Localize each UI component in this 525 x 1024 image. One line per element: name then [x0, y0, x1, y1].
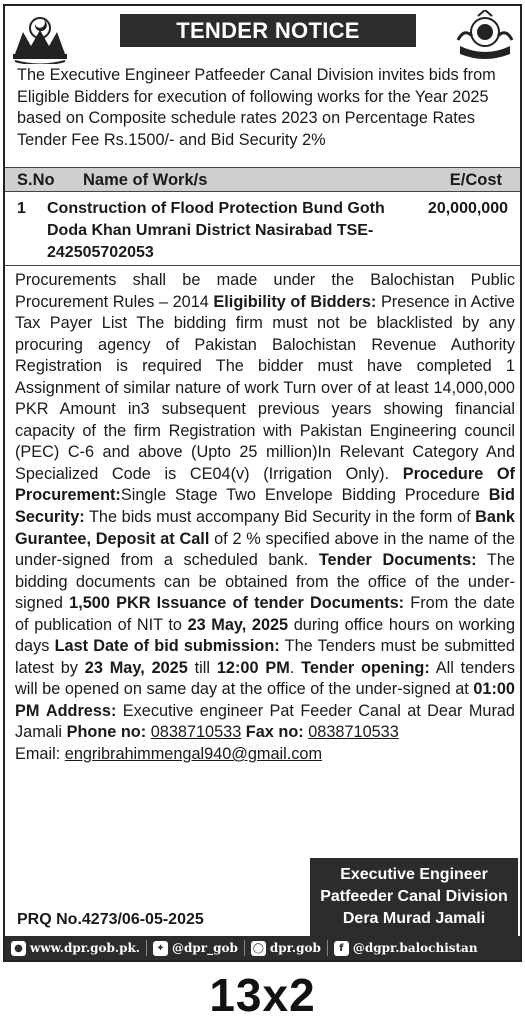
submission-time: 12:00 PM: [216, 658, 290, 677]
last-date-heading: Last Date of bid submission:: [54, 637, 280, 656]
terms-text: The Tenders must be submitted latest by: [15, 637, 515, 677]
globe-icon: ●: [11, 941, 26, 956]
row-work-name: Construction of Flood Protection Bund Goth Doda Khan Umrani District Nasirabad TSE-242505702053: [47, 200, 385, 261]
opening-time: 01:00 PM: [15, 680, 515, 720]
terms-text: The bidding documents can be obtained from the office of the under-signed: [15, 551, 515, 613]
signature-division: Patfeeder Canal Division: [320, 888, 508, 905]
procedure-heading: Procedure Of Procurement:: [15, 464, 515, 505]
bid-security-heading: Bid Security:: [15, 486, 515, 527]
terms-text: of 2 % specified above in the name of the under-signed from a scheduled bank.: [15, 529, 515, 570]
header: [5, 6, 520, 66]
tender-opening-heading: Tender opening:: [301, 658, 430, 677]
signature-location: Dera Murad Jamali: [342, 910, 486, 927]
row-estimated-cost: 20,000,000: [427, 200, 508, 217]
signature-title: Executive Engineer: [340, 866, 488, 883]
facebook-link[interactable]: [334, 941, 478, 956]
email-link[interactable]: engribrahimmengal940@gmail.com: [64, 745, 323, 764]
footer-social-bar: [5, 936, 520, 960]
row-sno: 1: [17, 200, 26, 217]
bank-guarantee-text: Bank Gurantee, Deposit at Call: [15, 508, 515, 548]
table-header: [5, 167, 520, 192]
address-text: Executive engineer Pat Feeder Canal at Dear Murad Jamali: [15, 701, 515, 742]
table-row: [5, 194, 520, 266]
tender-terms: [15, 270, 515, 766]
fax-label: Fax no:: [245, 723, 304, 742]
email-label: Email:: [15, 745, 65, 764]
instagram-handle: dpr.gob: [269, 941, 321, 955]
column-header-sno: S.No: [17, 171, 55, 189]
intro-paragraph: The Executive Engineer Patfeeder Canal Division invites bids from Eligible Bidders for execution of following works for the Year 2025 based on Composite schedule rates 2023 on Percentage Rates Tender Fee Rs.1500/- and Bid Security 2%: [17, 66, 496, 149]
facebook-icon: f: [334, 941, 349, 956]
twitter-icon: ✦: [153, 941, 168, 956]
address-heading: Address:: [45, 701, 117, 720]
eligibility-heading: Eligibility of Bidders:: [213, 292, 377, 311]
column-header-work: Name of Work/s: [83, 171, 208, 189]
terms-text: till: [187, 658, 217, 677]
phone-label: Phone no:: [66, 723, 147, 742]
signature-block: [310, 858, 518, 938]
divider: [146, 940, 147, 956]
terms-text: Single Stage Two Envelope Bidding Procedure: [120, 486, 489, 505]
column-header-cost: E/Cost: [449, 171, 502, 189]
terms-text: .: [289, 658, 302, 677]
phone-number-link[interactable]: 0838710533: [150, 723, 242, 742]
issuance-end-date: 23 May, 2025: [187, 615, 289, 634]
tender-notice-ad: [3, 4, 522, 962]
terms-text: during office hours on working days: [15, 615, 515, 656]
terms-text: Presence in Active Tax Payer List The bidding firm must not be blacklisted by any procuring agency of Pakistan Balochistan Revenue Authority Registration is required The bidder must have completed 1 Assignment of similar nature of work Turn over of at least 14,000,000 PKR Amount in3 subsequent previous years showing financial capacity of the firm Registration with Pakistan Engineering council (PEC) C-6 and above (Upto 25 million)In Relevant Category And Specialized Code is CE04(v) (Irrigation Only).: [15, 292, 515, 483]
fax-number-link[interactable]: 0838710533: [308, 723, 399, 742]
terms-text: Procurements shall be made under the Balochistan Public Procurement Rules – 2014: [15, 271, 515, 311]
divider: [244, 940, 245, 956]
ad-size-label: 13x2: [209, 969, 316, 1021]
prq-number: PRQ No.4273/06-05-2025: [17, 911, 204, 928]
issuance-heading: 1,500 PKR Issuance of tender Documents:: [69, 594, 405, 613]
irrigation-department-seal-icon: [454, 10, 516, 64]
website-text: www.dpr.gob.pk.: [30, 941, 140, 955]
instagram-icon: ◯: [252, 942, 264, 954]
terms-text: All tenders will be opened on same day at the office of the under-signed at: [15, 658, 515, 699]
page-title: TENDER NOTICE: [120, 14, 416, 47]
tender-documents-heading: Tender Documents:: [318, 551, 477, 570]
submission-date: 23 May, 2025: [84, 658, 188, 677]
twitter-link[interactable]: [153, 941, 238, 956]
terms-text: The bids must accompany Bid Security in the form of: [84, 508, 476, 527]
facebook-handle: @dgpr.balochistan: [352, 941, 478, 955]
website-link[interactable]: [11, 941, 140, 956]
instagram-link[interactable]: [251, 941, 321, 956]
balochistan-government-emblem-icon: [9, 10, 71, 64]
terms-text: From the date of publication of NIT to: [15, 594, 515, 634]
divider: [327, 940, 328, 956]
twitter-handle: @dpr_gob: [172, 941, 238, 955]
